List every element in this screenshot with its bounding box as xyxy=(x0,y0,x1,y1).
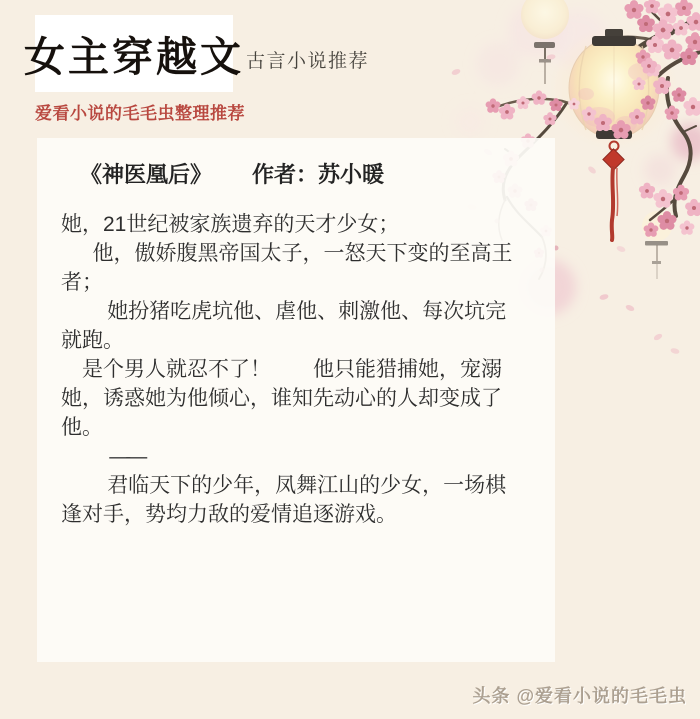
book-author: 作者：苏小暖 xyxy=(252,162,385,187)
synopsis-line: 她，21世纪被家族遗弃的天才少女； xyxy=(61,213,400,236)
title-box xyxy=(24,15,244,92)
platform-watermark: 头条 @爱看小说的毛毛虫 xyxy=(472,686,687,706)
synopsis-line: 她扮猪吃虎坑他、虐他、刺激他、每次坑完就跑。 xyxy=(61,300,507,352)
curator-tagline: 爱看小说的毛毛虫整理推荐 xyxy=(35,104,245,123)
book-title: 《神医凰后》 xyxy=(80,162,213,187)
page-title: 女主穿越文 xyxy=(24,34,244,80)
book-title-line xyxy=(61,162,555,188)
lantern-tassel-icon xyxy=(603,142,624,241)
synopsis-line: 是个男人就忍不了！ 他只能猎捕她，宠溺她，诱惑她为他倾心，谁知先动心的人却变成了他。 xyxy=(61,358,502,439)
synopsis xyxy=(61,210,516,529)
page-subtitle: 古言小说推荐 xyxy=(246,51,370,72)
separator-dash: —— xyxy=(109,445,144,468)
book-card xyxy=(37,138,555,662)
synopsis-line: 他，傲娇腹黑帝国太子，一怒天下变的至高王者； xyxy=(61,242,513,294)
synopsis-line: 君临天下的少年，凤舞江山的少女，一场棋逢对手，势均力敌的爱情追逐游戏。 xyxy=(61,474,507,526)
